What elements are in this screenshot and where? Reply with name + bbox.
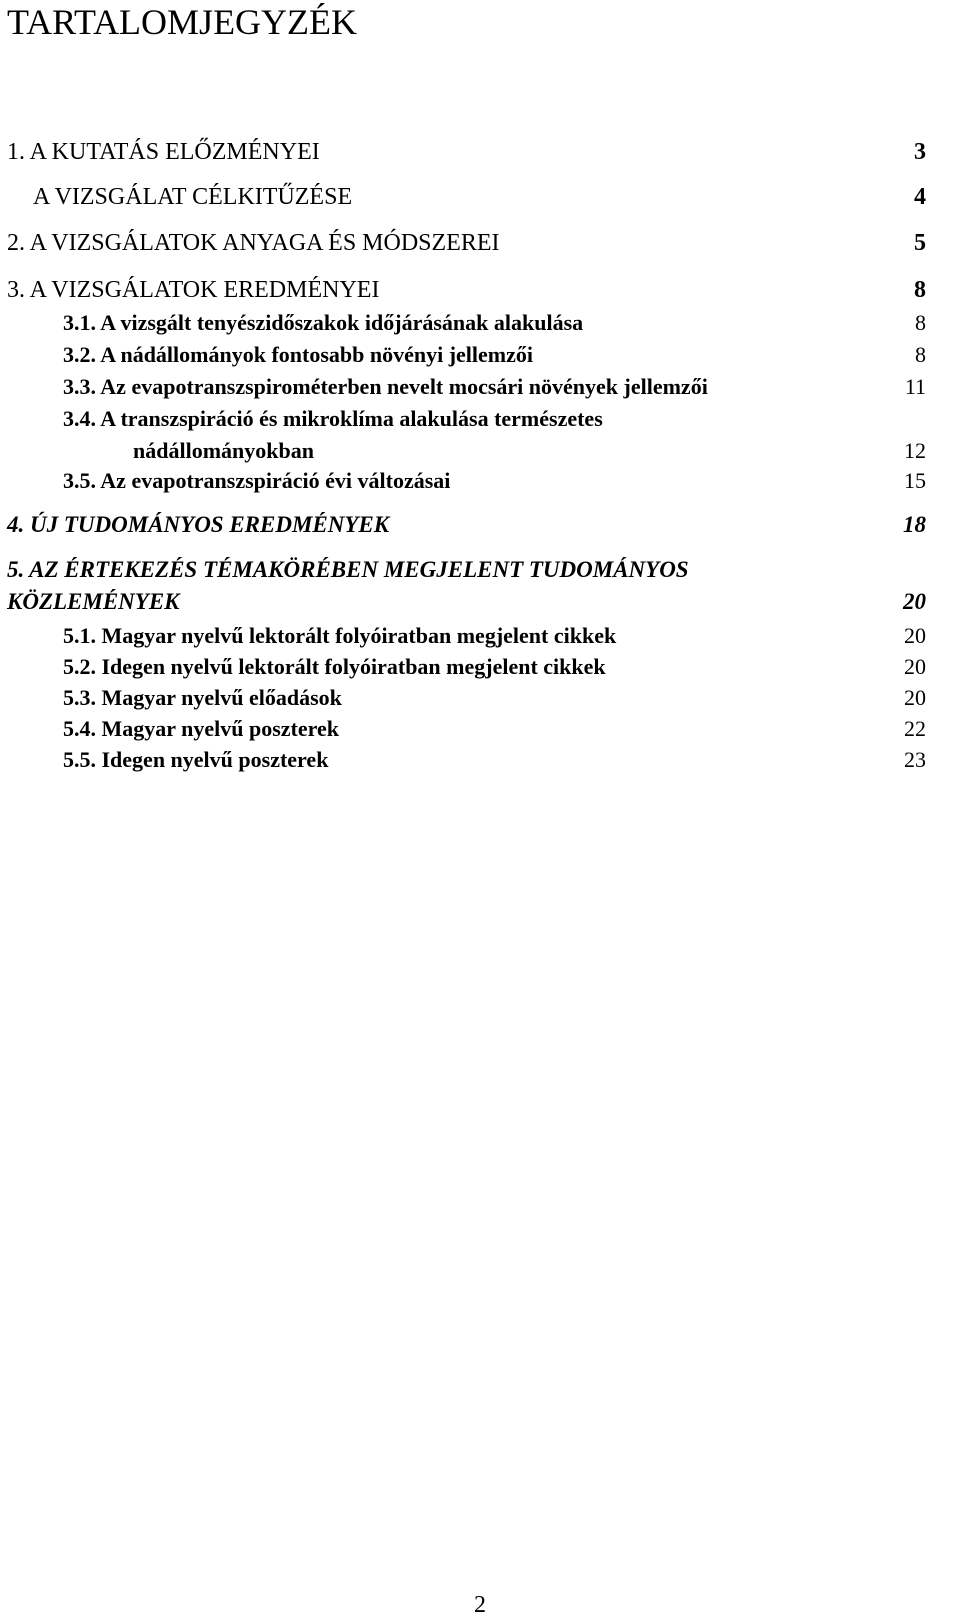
toc-entry-6 [63, 341, 926, 369]
toc-entry-1 [7, 137, 926, 167]
toc-entry-label: 3. A VIZSGÁLATOK EREDMÉNYEI [7, 277, 380, 303]
toc-entry-label: A VIZSGÁLAT CÉLKITŰZÉSE [33, 184, 353, 210]
toc-entry-page: 20 [904, 623, 926, 648]
toc-entry-16 [63, 746, 926, 774]
toc-entry-label: 3.5. Az evapotranszspiráció évi változásai [63, 468, 451, 493]
toc-entry-page: 8 [915, 310, 926, 335]
toc-entry-11 [7, 555, 926, 619]
toc-entry-label: 3.2. A nádállományok fontosabb növényi jellemzői [63, 342, 534, 367]
page-number: 2 [474, 1592, 486, 1618]
toc-entry-page: 11 [904, 374, 926, 399]
toc-entry-label: 3.1. A vizsgált tenyészidőszakok időjárásának alakulása [63, 310, 584, 335]
toc-entry-label: 5.2. Idegen nyelvű lektorált folyóiratban megjelent cikkek [63, 654, 606, 679]
toc-entry-page: 18 [903, 512, 926, 537]
toc-entry-14 [63, 684, 926, 712]
page-title: TARTALOMJEGYZÉK [7, 2, 358, 42]
toc-entry-label: 5.5. Idegen nyelvű poszterek [63, 747, 329, 772]
toc-entry-page: 15 [904, 468, 926, 493]
toc-entry-page: 3 [914, 139, 926, 165]
toc-entry-page: 23 [904, 747, 926, 772]
toc-entry-label: 1. A KUTATÁS ELŐZMÉNYEI [7, 139, 320, 165]
toc-entry-8 [63, 405, 926, 469]
toc-entry-label: 2. A VIZSGÁLATOK ANYAGA ÉS MÓDSZEREI [7, 230, 500, 256]
toc-entry-12 [63, 622, 926, 650]
toc-entry-3 [7, 228, 926, 258]
toc-entry-label: 5. AZ ÉRTEKEZÉS TÉMAKÖRÉBEN MEGJELENT TUDOMÁNYOS [7, 557, 689, 582]
toc-entry-label: 5.3. Magyar nyelvű előadások [63, 685, 342, 710]
toc-entry-page: 20 [904, 685, 926, 710]
toc-entry-page: 4 [914, 184, 926, 210]
toc-entry-page: 20 [904, 654, 926, 679]
toc-entry-label: 3.4. A transzspiráció és mikroklíma alakulása természetes [63, 406, 603, 431]
toc-entry-15 [63, 715, 926, 743]
toc-entry-9 [63, 467, 926, 495]
toc-entry-label: 4. ÚJ TUDOMÁNYOS EREDMÉNYEK [7, 512, 390, 537]
toc-entry-10 [7, 510, 926, 540]
toc-entry-page: 12 [904, 438, 926, 463]
toc-entry-page: 5 [914, 230, 926, 256]
toc-entry-13 [63, 653, 926, 681]
toc-entry-page: 8 [914, 277, 926, 303]
toc-entry-page: 22 [904, 716, 926, 741]
toc-entry-4 [7, 275, 926, 305]
toc-entry-7 [63, 373, 926, 401]
toc-entry-page: 8 [915, 342, 926, 367]
toc-entry-page: 20 [903, 589, 926, 614]
toc-entry-label-continued: nádállományokban [133, 438, 314, 463]
toc-entry-label: 5.1. Magyar nyelvű lektorált folyóiratban megjelent cikkek [63, 623, 617, 648]
toc-entry-label-continued: KÖZLEMÉNYEK [7, 589, 180, 614]
toc-entry-label: 5.4. Magyar nyelvű poszterek [63, 716, 339, 741]
toc-entry-label: 3.3. Az evapotranszspirométerben nevelt mocsári növények jellemzői [63, 374, 708, 399]
toc-entry-2 [7, 182, 926, 212]
toc-entry-5 [63, 309, 926, 337]
